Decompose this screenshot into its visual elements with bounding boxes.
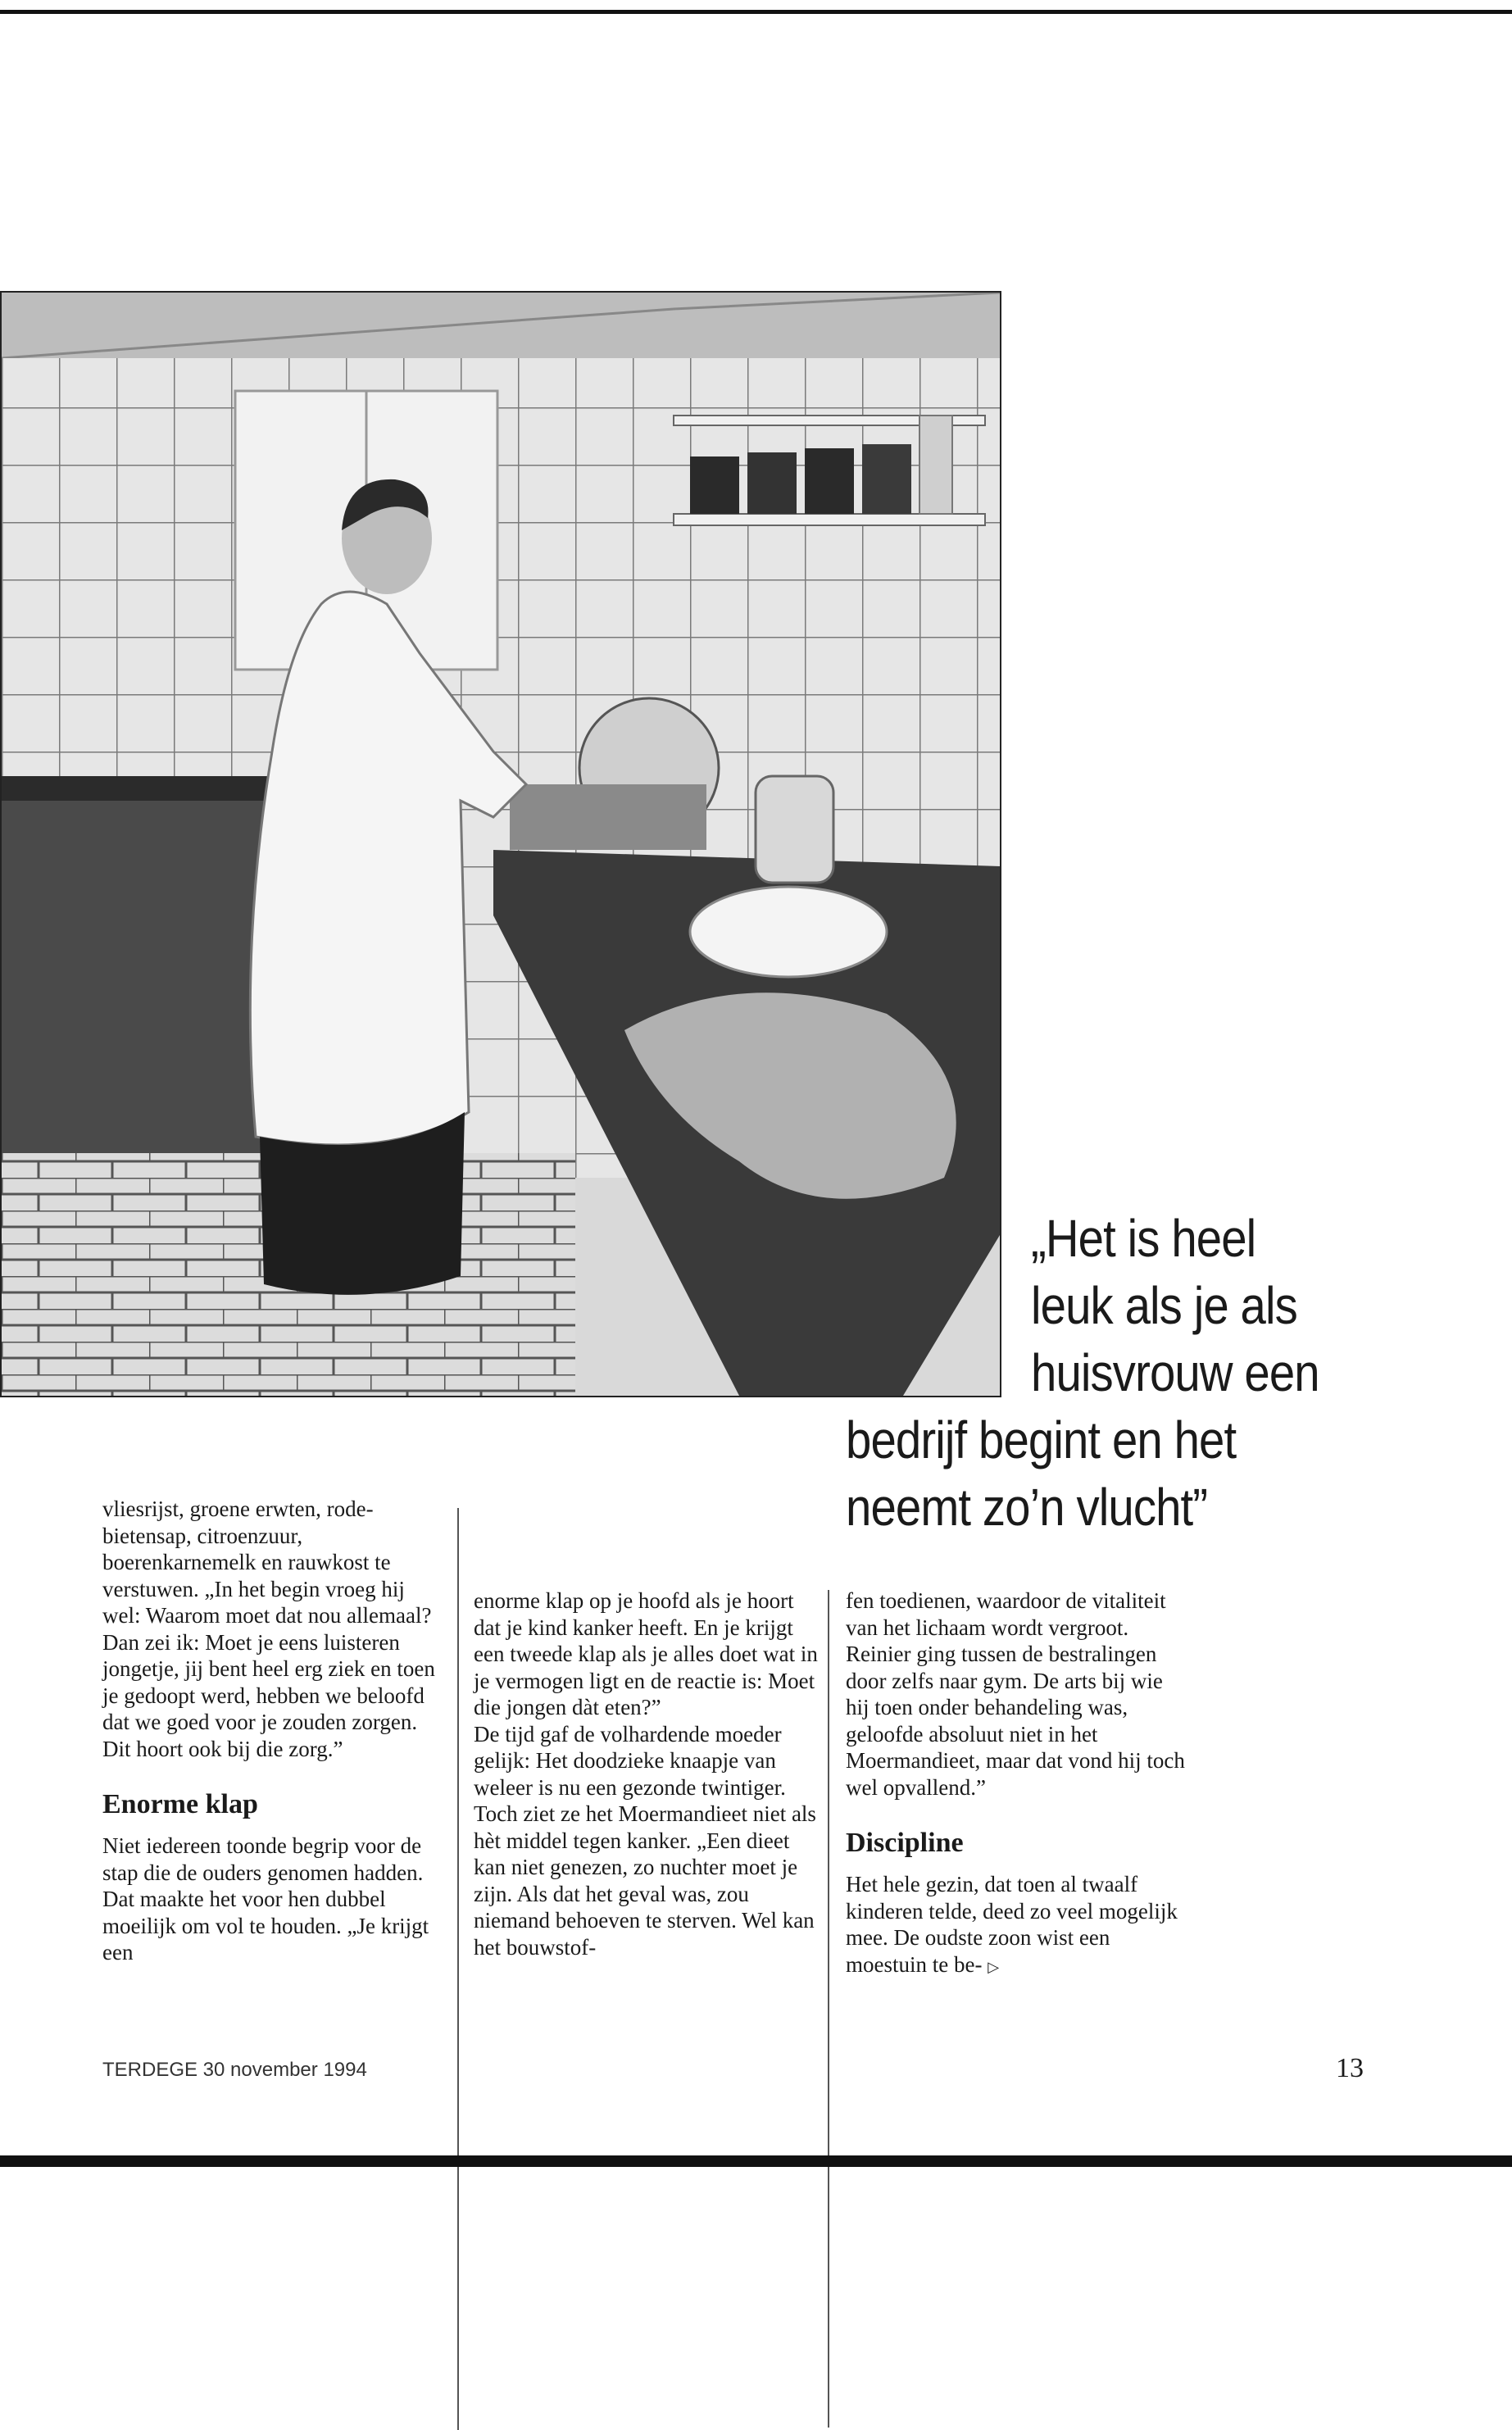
kitchen-photo-icon bbox=[2, 293, 1000, 1396]
continue-arrow-icon: ▷ bbox=[988, 1958, 1000, 1976]
col1-paragraph-1: vliesrijst, groene erwten, rode-bietensap, citroenzuur, boerenkarnemelk en rauwkost te verstuwen. „In het begin vroeg hij wel: Waarom moet dat nou allemaal? Dan zei ik: Moet je eens luisteren jongetje, jij bent heel erg ziek en toen je gedoopt werd, hebben we beloofd dat we goed voor je zouden zorgen. Dit hoort ook bij die zorg.” bbox=[102, 1497, 435, 1761]
pullquote-line-3: huisvrouw een bbox=[1031, 1343, 1319, 1402]
col2-paragraph-2: De tijd gaf de volhardende moeder gelijk: Het doodzieke knaapje van weleer is nu een gezonde twintiger. Toch ziet ze het Moermandieet niet als hèt middel tegen kanker. „Een dieet kan niet genezen, zo nuchter moet je zijn. Als dat het geval was, zou niemand behoeven te sterven. Wel kan het bouwstof- bbox=[474, 1721, 816, 1960]
kitchen-photo bbox=[0, 291, 1001, 1397]
col3-paragraph-1: fen toedienen, waardoor de vitaliteit van het lichaam wordt vergroot. Reinier ging tussen de bestralingen door zelfs naar gym. De arts bij wie hij toen onder behandeling was, geloofde absoluut niet in het Moermandieet, maar dat vond hij toch wel opvallend.” bbox=[846, 1588, 1185, 1800]
pullquote-line-5: neemt zo’n vlucht” bbox=[846, 1478, 1208, 1537]
heading-discipline: Discipline bbox=[846, 1828, 964, 1858]
pullquote-line-2: leuk als je als bbox=[1031, 1276, 1297, 1335]
heading-enorme-klap: Enorme klap bbox=[102, 1789, 258, 1819]
col2-paragraph-1: enorme klap op je hoofd als je hoort dat je kind kanker heeft. En je krijgt een tweede klap als je alles doet wat in je vermogen ligt en de reactie is: Moet die jongen dàt eten?” bbox=[474, 1588, 818, 1719]
page-number: 13 bbox=[1336, 2053, 1364, 2083]
column-divider-1 bbox=[457, 1508, 459, 2430]
col3-paragraph-2 bbox=[846, 1871, 1190, 1981]
pullquote-line-4: bedrijf begint en het bbox=[846, 1410, 1237, 1469]
col3-paragraph-2-text: Het hele gezin, dat toen al twaalf kinderen telde, deed zo veel mogelijk mee. De oudste zoon wist een moestuin te be- bbox=[846, 1872, 1178, 1977]
col1-paragraph-2: Niet iedereen toonde begrip voor de stap die de ouders genomen hadden. Dat maakte het voor hen dubbel moeilijk om vol te houden. „Je krijgt een bbox=[102, 1833, 429, 1964]
column-1 bbox=[102, 1496, 447, 1966]
footer-publication: TERDEGE 30 november 1994 bbox=[102, 2059, 367, 2081]
bottom-rule bbox=[0, 2155, 1512, 2167]
column-3 bbox=[846, 1587, 1190, 1981]
top-rule bbox=[0, 10, 1512, 14]
column-divider-2 bbox=[828, 1590, 829, 2428]
pullquote-line-1: „Het is heel bbox=[1031, 1209, 1256, 1268]
column-2 bbox=[474, 1587, 818, 1960]
